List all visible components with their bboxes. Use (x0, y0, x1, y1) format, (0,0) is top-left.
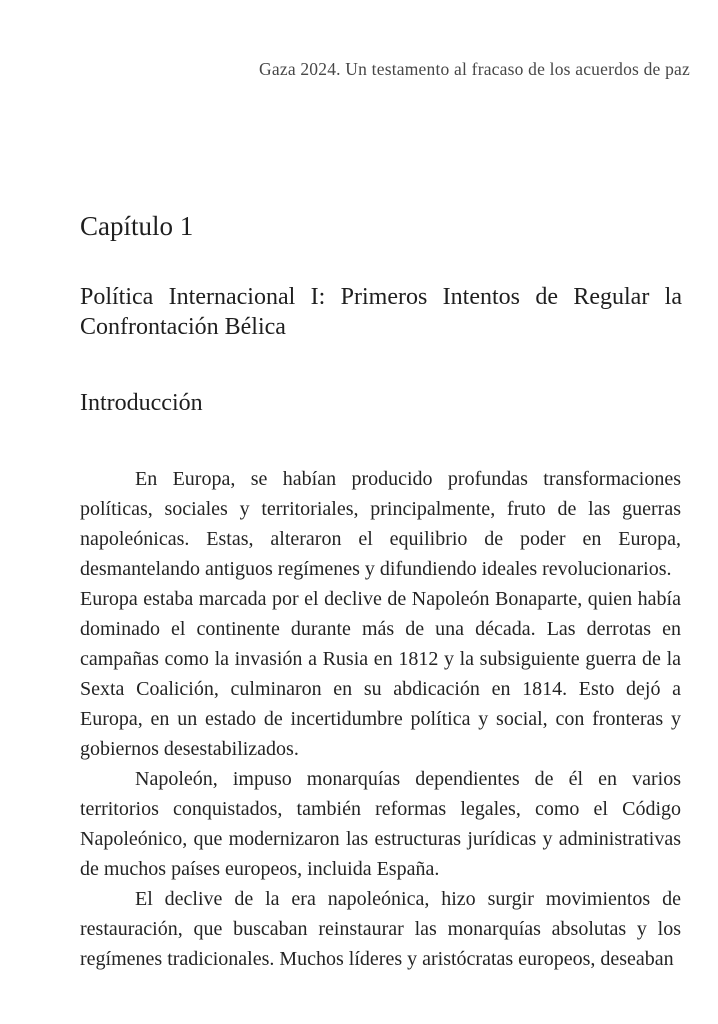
body-paragraph: Europa estaba marcada por el declive de Napoleón Bonaparte, quien había dominado el continente durante más de una década. Las derrotas en campañas como la invasión a Rusia en 1812 y la subsiguiente guerra de la Sexta Coalición, culminaron en su abdicación en 1814. Esto dejó a Europa, en un estado de incertidumbre política y social, con fronteras y gobiernos desestabilizados. (80, 588, 681, 760)
body-text (80, 464, 681, 974)
chapter-title: Política Internacional I: Primeros Intentos de Regular la Confrontación Bélica (80, 284, 682, 340)
body-paragraph: En Europa, se habían producido profundas transformaciones políticas, sociales y territoriales, principalmente, fruto de las guerras napoleónicas. Estas, alteraron el equilibrio de poder en Europa, desmantelando antiguos regímenes y difundiendo ideales revolucionarios. (80, 468, 681, 580)
body-paragraph: Napoleón, impuso monarquías dependientes de él en varios territorios conquistados, también reformas legales, como el Código Napoleónico, que modernizaron las estructuras jurídicas y administrativas de muchos países europeos, incluida España. (80, 768, 681, 880)
section-heading: Introducción (80, 390, 203, 416)
body-paragraph: El declive de la era napoleónica, hizo surgir movimientos de restauración, que buscaban reinstaurar las monarquías absolutas y los regímenes tradicionales. Muchos líderes y aristócratas europeos, deseaban (80, 888, 681, 970)
running-header: Gaza 2024. Un testamento al fracaso de los acuerdos de paz (259, 59, 690, 79)
chapter-label: Capítulo 1 (80, 211, 194, 241)
